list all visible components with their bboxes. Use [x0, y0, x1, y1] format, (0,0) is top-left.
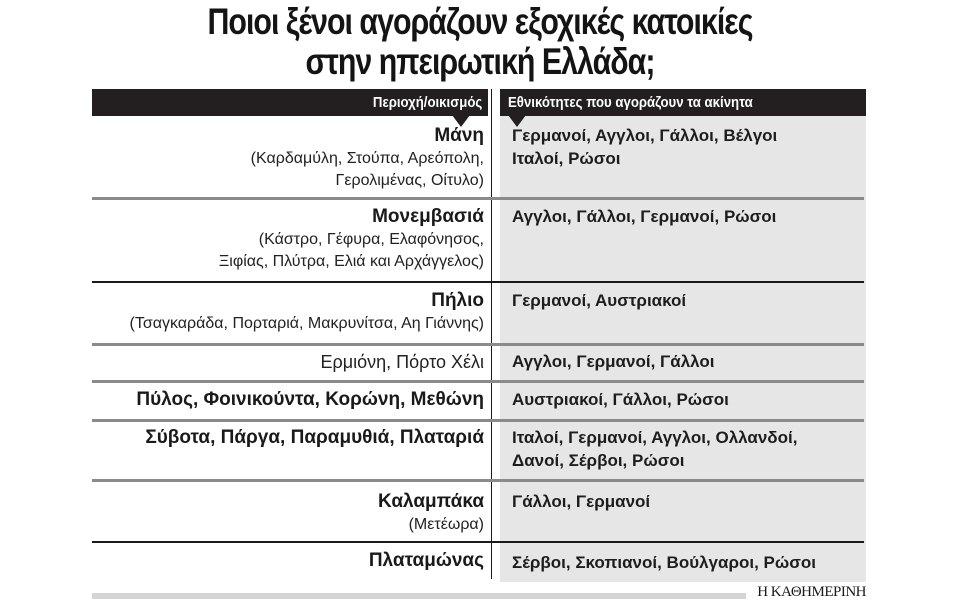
nationalities-text: Αγγλοι, Γερμανοί, Γάλλοι: [512, 352, 715, 371]
region-cell: [92, 549, 484, 573]
region-name: Καλαμπάκα: [378, 491, 484, 512]
nationalities-cell: [512, 490, 862, 513]
row-separator: [92, 419, 864, 422]
region-cell: [92, 350, 484, 374]
region-name: Ερμιόνη, Πόρτο Χέλι: [320, 352, 484, 372]
nationalities-cell: [512, 549, 862, 574]
nationalities-text: Ιταλοί, Ρώσοι: [512, 149, 621, 168]
nationalities-cell: [512, 289, 862, 312]
region-name: Πλαταμώνας: [368, 550, 484, 571]
region-cell: [92, 426, 484, 450]
row-separator: [92, 479, 864, 482]
row-separator: [92, 281, 864, 283]
region-sub: (Κάστρο, Γέφυρα, Ελαφόνησος,: [258, 231, 484, 248]
header-nationalities: [500, 89, 866, 116]
row-separator: [92, 343, 864, 346]
nationalities-cell: [512, 124, 862, 170]
region-sub: (Μετέωρα): [408, 516, 484, 533]
region-sub: Γερολιμένας, Οίτυλο): [335, 172, 484, 189]
region-cell: [92, 490, 484, 536]
region-name: Μάνη: [434, 125, 484, 146]
nationalities-cell: [512, 205, 862, 228]
nationalities-text: Ιταλοί, Γερμανοί, Αγγλοι, Ολλανδοί,: [512, 428, 798, 447]
row-separator: [92, 197, 864, 200]
nationalities-text: Δανοί, Σέρβοι, Ρώσοι: [512, 451, 685, 470]
region-name: Σύβοτα, Πάργα, Παραμυθιά, Πλαταριά: [145, 427, 484, 448]
nationalities-text: Σέρβοι, Σκοπιανοί, Βούλγαροι, Ρώσοι: [512, 553, 816, 572]
column-divider: [491, 89, 492, 579]
region-name: Μονεμβασιά: [372, 206, 484, 227]
page-title: [86, 2, 873, 82]
region-sub: (Τσαγκαράδα, Πορταριά, Μακρυνίτσα, Αη Γιάννης): [129, 315, 484, 332]
nationalities-cell: [512, 426, 862, 472]
header-region-label: Περιοχή/οικισμός: [372, 94, 482, 111]
region-sub: Ξιφίας, Πλύτρα, Ελιά και Αρχάγγελος): [218, 253, 484, 270]
row-separator: [92, 541, 864, 543]
row-separator: [92, 380, 864, 383]
nationalities-text: Αυστριακοί, Γάλλοι, Ρώσοι: [512, 390, 729, 409]
nationalities-text: Γερμανοί, Αγγλοι, Γάλλοι, Βέλγοι: [512, 126, 778, 145]
region-name: Πήλιο: [431, 290, 484, 311]
region-cell: [92, 388, 484, 412]
footer-bar: [92, 593, 746, 599]
header-region: [92, 89, 488, 116]
nationalities-text: Γάλλοι, Γερμανοί: [512, 492, 651, 511]
region-cell: [92, 124, 484, 192]
nationalities-cell: [512, 350, 862, 373]
nationalities-text: Αγγλοι, Γάλλοι, Γερμανοί, Ρώσοι: [512, 207, 777, 226]
region-name: Πύλος, Φοινικούντα, Κορώνη, Μεθώνη: [136, 389, 484, 410]
region-cell: [92, 289, 484, 335]
title-line-1: Ποιοι ξένοι αγοράζουν εξοχικές κατοικίες: [207, 1, 753, 42]
region-cell: [92, 205, 484, 273]
nationalities-cell: [512, 388, 862, 411]
publisher-logo: Η ΚΑΘΗΜΕΡΙΝΗ: [757, 584, 866, 600]
header-nationalities-label: Εθνικότητες που αγοράζουν τα ακίνητα: [508, 94, 753, 111]
nationalities-text: Γερμανοί, Αυστριακοί: [512, 291, 687, 310]
region-sub: (Καρδαμύλη, Στούπα, Αρεόπολη,: [250, 150, 484, 167]
title-line-2: στην ηπειρωτική Ελλάδα;: [305, 41, 655, 82]
